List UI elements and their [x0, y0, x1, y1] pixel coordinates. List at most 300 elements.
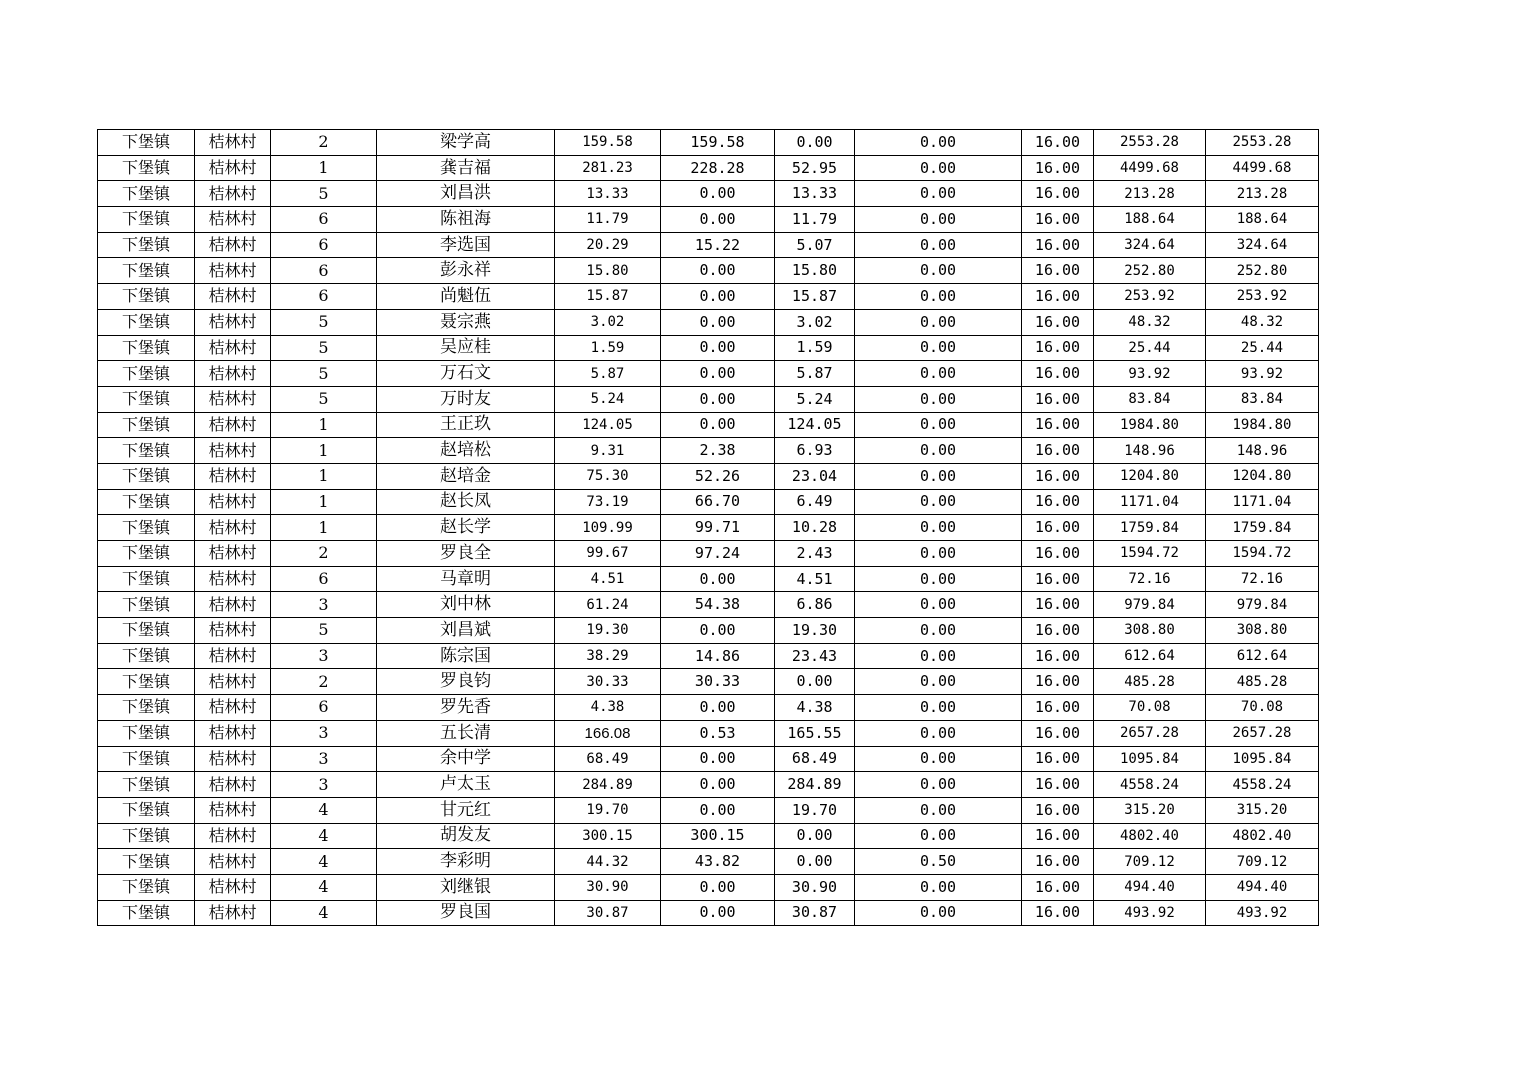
rate-cell: 16.00	[1022, 412, 1094, 438]
amount-total-cell: 83.84	[1206, 386, 1319, 412]
area-b-cell: 3.02	[775, 309, 855, 335]
table-row	[98, 489, 1319, 515]
table-row	[98, 130, 1319, 156]
name-cell: 李彩明	[377, 849, 555, 875]
area-b-cell: 30.90	[775, 874, 855, 900]
amount-total-cell: 72.16	[1206, 566, 1319, 592]
area-c-cell: 0.00	[855, 874, 1022, 900]
group-cell: 6	[271, 232, 377, 258]
area-b-cell: 0.00	[775, 823, 855, 849]
town-cell: 下堡镇	[98, 541, 195, 567]
area-a-cell: 159.58	[661, 130, 775, 156]
rate-cell: 16.00	[1022, 155, 1094, 181]
name-cell: 吴应桂	[377, 335, 555, 361]
area-a-cell: 300.15	[661, 823, 775, 849]
group-cell: 4	[271, 900, 377, 926]
group-cell: 6	[271, 284, 377, 310]
town-cell: 下堡镇	[98, 772, 195, 798]
amount-cell: 4499.68	[1094, 155, 1206, 181]
town-cell: 下堡镇	[98, 849, 195, 875]
area-a-cell: 0.00	[661, 284, 775, 310]
group-cell: 1	[271, 438, 377, 464]
area-c-cell: 0.00	[855, 155, 1022, 181]
amount-cell: 1759.84	[1094, 515, 1206, 541]
area-a-cell: 0.00	[661, 207, 775, 233]
amount-total-cell: 70.08	[1206, 695, 1319, 721]
total-area-cell: 5.87	[555, 361, 661, 387]
amount-total-cell: 148.96	[1206, 438, 1319, 464]
area-b-cell: 5.87	[775, 361, 855, 387]
area-b-cell: 0.00	[775, 669, 855, 695]
amount-cell: 709.12	[1094, 849, 1206, 875]
table-row	[98, 463, 1319, 489]
amount-cell: 253.92	[1094, 284, 1206, 310]
total-area-cell: 73.19	[555, 489, 661, 515]
group-cell: 4	[271, 849, 377, 875]
table-body	[98, 130, 1319, 926]
group-cell: 5	[271, 386, 377, 412]
area-a-cell: 0.00	[661, 874, 775, 900]
total-area-cell: 30.90	[555, 874, 661, 900]
town-cell: 下堡镇	[98, 669, 195, 695]
area-c-cell: 0.00	[855, 181, 1022, 207]
town-cell: 下堡镇	[98, 746, 195, 772]
area-c-cell: 0.50	[855, 849, 1022, 875]
amount-total-cell: 1171.04	[1206, 489, 1319, 515]
village-cell: 桔林村	[195, 207, 271, 233]
amount-cell: 48.32	[1094, 309, 1206, 335]
town-cell: 下堡镇	[98, 438, 195, 464]
area-c-cell: 0.00	[855, 207, 1022, 233]
name-cell: 五长清	[377, 720, 555, 746]
group-cell: 5	[271, 361, 377, 387]
area-a-cell: 0.00	[661, 412, 775, 438]
group-cell: 5	[271, 309, 377, 335]
amount-total-cell: 709.12	[1206, 849, 1319, 875]
amount-total-cell: 315.20	[1206, 797, 1319, 823]
total-area-cell: 61.24	[555, 592, 661, 618]
total-area-cell: 68.49	[555, 746, 661, 772]
amount-cell: 93.92	[1094, 361, 1206, 387]
village-cell: 桔林村	[195, 874, 271, 900]
amount-total-cell: 324.64	[1206, 232, 1319, 258]
total-area-cell: 20.29	[555, 232, 661, 258]
area-a-cell: 66.70	[661, 489, 775, 515]
amount-total-cell: 308.80	[1206, 618, 1319, 644]
name-cell: 万石文	[377, 361, 555, 387]
name-cell: 刘中林	[377, 592, 555, 618]
area-b-cell: 15.80	[775, 258, 855, 284]
total-area-cell: 99.67	[555, 541, 661, 567]
name-cell: 刘昌洪	[377, 181, 555, 207]
amount-total-cell: 1204.80	[1206, 463, 1319, 489]
town-cell: 下堡镇	[98, 284, 195, 310]
amount-cell: 485.28	[1094, 669, 1206, 695]
group-cell: 6	[271, 566, 377, 592]
amount-total-cell: 1984.80	[1206, 412, 1319, 438]
name-cell: 王正玖	[377, 412, 555, 438]
group-cell: 3	[271, 592, 377, 618]
area-c-cell: 0.00	[855, 618, 1022, 644]
area-c-cell: 0.00	[855, 438, 1022, 464]
village-cell: 桔林村	[195, 489, 271, 515]
area-c-cell: 0.00	[855, 746, 1022, 772]
rate-cell: 16.00	[1022, 823, 1094, 849]
area-a-cell: 0.00	[661, 695, 775, 721]
area-a-cell: 97.24	[661, 541, 775, 567]
area-a-cell: 0.00	[661, 772, 775, 798]
town-cell: 下堡镇	[98, 258, 195, 284]
amount-total-cell: 494.40	[1206, 874, 1319, 900]
amount-cell: 252.80	[1094, 258, 1206, 284]
rate-cell: 16.00	[1022, 284, 1094, 310]
rate-cell: 16.00	[1022, 335, 1094, 361]
village-cell: 桔林村	[195, 772, 271, 798]
amount-cell: 4802.40	[1094, 823, 1206, 849]
area-c-cell: 0.00	[855, 720, 1022, 746]
area-c-cell: 0.00	[855, 130, 1022, 156]
area-a-cell: 0.00	[661, 386, 775, 412]
area-a-cell: 0.00	[661, 618, 775, 644]
town-cell: 下堡镇	[98, 412, 195, 438]
name-cell: 罗先香	[377, 695, 555, 721]
table-row	[98, 232, 1319, 258]
name-cell: 罗良国	[377, 900, 555, 926]
amount-total-cell: 213.28	[1206, 181, 1319, 207]
total-area-cell: 15.87	[555, 284, 661, 310]
town-cell: 下堡镇	[98, 695, 195, 721]
amount-total-cell: 612.64	[1206, 643, 1319, 669]
amount-total-cell: 4558.24	[1206, 772, 1319, 798]
rate-cell: 16.00	[1022, 643, 1094, 669]
village-cell: 桔林村	[195, 566, 271, 592]
area-c-cell: 0.00	[855, 489, 1022, 515]
area-c-cell: 0.00	[855, 695, 1022, 721]
area-b-cell: 52.95	[775, 155, 855, 181]
town-cell: 下堡镇	[98, 489, 195, 515]
amount-total-cell: 25.44	[1206, 335, 1319, 361]
table-row	[98, 849, 1319, 875]
amount-cell: 25.44	[1094, 335, 1206, 361]
village-cell: 桔林村	[195, 849, 271, 875]
area-b-cell: 2.43	[775, 541, 855, 567]
amount-cell: 70.08	[1094, 695, 1206, 721]
area-a-cell: 15.22	[661, 232, 775, 258]
table-row	[98, 258, 1319, 284]
area-a-cell: 0.00	[661, 361, 775, 387]
table-row	[98, 772, 1319, 798]
amount-total-cell: 93.92	[1206, 361, 1319, 387]
rate-cell: 16.00	[1022, 566, 1094, 592]
total-area-cell: 300.15	[555, 823, 661, 849]
amount-total-cell: 2553.28	[1206, 130, 1319, 156]
town-cell: 下堡镇	[98, 900, 195, 926]
town-cell: 下堡镇	[98, 335, 195, 361]
town-cell: 下堡镇	[98, 618, 195, 644]
table-row	[98, 695, 1319, 721]
amount-cell: 315.20	[1094, 797, 1206, 823]
village-cell: 桔林村	[195, 130, 271, 156]
table-row	[98, 566, 1319, 592]
name-cell: 马章明	[377, 566, 555, 592]
rate-cell: 16.00	[1022, 618, 1094, 644]
area-b-cell: 6.93	[775, 438, 855, 464]
amount-cell: 2553.28	[1094, 130, 1206, 156]
area-c-cell: 0.00	[855, 386, 1022, 412]
amount-cell: 4558.24	[1094, 772, 1206, 798]
group-cell: 4	[271, 874, 377, 900]
table-row	[98, 155, 1319, 181]
rate-cell: 16.00	[1022, 592, 1094, 618]
area-c-cell: 0.00	[855, 412, 1022, 438]
name-cell: 聂宗燕	[377, 309, 555, 335]
area-a-cell: 43.82	[661, 849, 775, 875]
amount-cell: 612.64	[1094, 643, 1206, 669]
total-area-cell: 284.89	[555, 772, 661, 798]
amount-cell: 324.64	[1094, 232, 1206, 258]
table-row	[98, 438, 1319, 464]
town-cell: 下堡镇	[98, 515, 195, 541]
total-area-cell: 19.30	[555, 618, 661, 644]
village-cell: 桔林村	[195, 695, 271, 721]
village-cell: 桔林村	[195, 618, 271, 644]
group-cell: 2	[271, 130, 377, 156]
group-cell: 2	[271, 541, 377, 567]
area-b-cell: 15.87	[775, 284, 855, 310]
town-cell: 下堡镇	[98, 309, 195, 335]
area-b-cell: 5.24	[775, 386, 855, 412]
rate-cell: 16.00	[1022, 386, 1094, 412]
town-cell: 下堡镇	[98, 232, 195, 258]
name-cell: 刘昌斌	[377, 618, 555, 644]
table-row	[98, 335, 1319, 361]
name-cell: 梁学高	[377, 130, 555, 156]
area-b-cell: 30.87	[775, 900, 855, 926]
village-cell: 桔林村	[195, 463, 271, 489]
area-a-cell: 0.00	[661, 181, 775, 207]
total-area-cell: 3.02	[555, 309, 661, 335]
area-b-cell: 4.38	[775, 695, 855, 721]
amount-total-cell: 48.32	[1206, 309, 1319, 335]
name-cell: 赵培金	[377, 463, 555, 489]
amount-total-cell: 188.64	[1206, 207, 1319, 233]
total-area-cell: 11.79	[555, 207, 661, 233]
name-cell: 龚吉福	[377, 155, 555, 181]
group-cell: 3	[271, 746, 377, 772]
rate-cell: 16.00	[1022, 181, 1094, 207]
total-area-cell: 13.33	[555, 181, 661, 207]
area-b-cell: 0.00	[775, 849, 855, 875]
village-cell: 桔林村	[195, 258, 271, 284]
town-cell: 下堡镇	[98, 207, 195, 233]
area-c-cell: 0.00	[855, 463, 1022, 489]
amount-cell: 148.96	[1094, 438, 1206, 464]
table-row	[98, 900, 1319, 926]
village-cell: 桔林村	[195, 900, 271, 926]
town-cell: 下堡镇	[98, 720, 195, 746]
amount-total-cell: 485.28	[1206, 669, 1319, 695]
area-c-cell: 0.00	[855, 772, 1022, 798]
name-cell: 胡发友	[377, 823, 555, 849]
rate-cell: 16.00	[1022, 541, 1094, 567]
rate-cell: 16.00	[1022, 772, 1094, 798]
amount-cell: 213.28	[1094, 181, 1206, 207]
group-cell: 1	[271, 463, 377, 489]
total-area-cell: 109.99	[555, 515, 661, 541]
name-cell: 罗良全	[377, 541, 555, 567]
village-cell: 桔林村	[195, 412, 271, 438]
town-cell: 下堡镇	[98, 361, 195, 387]
group-cell: 4	[271, 797, 377, 823]
table-row	[98, 361, 1319, 387]
amount-cell: 1095.84	[1094, 746, 1206, 772]
name-cell: 赵培松	[377, 438, 555, 464]
rate-cell: 16.00	[1022, 258, 1094, 284]
area-a-cell: 52.26	[661, 463, 775, 489]
area-c-cell: 0.00	[855, 566, 1022, 592]
area-b-cell: 6.49	[775, 489, 855, 515]
rate-cell: 16.00	[1022, 361, 1094, 387]
table-row	[98, 284, 1319, 310]
amount-total-cell: 1594.72	[1206, 541, 1319, 567]
amount-cell: 493.92	[1094, 900, 1206, 926]
rate-cell: 16.00	[1022, 232, 1094, 258]
area-c-cell: 0.00	[855, 592, 1022, 618]
village-cell: 桔林村	[195, 592, 271, 618]
area-c-cell: 0.00	[855, 515, 1022, 541]
area-b-cell: 6.86	[775, 592, 855, 618]
amount-total-cell: 253.92	[1206, 284, 1319, 310]
village-cell: 桔林村	[195, 515, 271, 541]
name-cell: 李选国	[377, 232, 555, 258]
town-cell: 下堡镇	[98, 797, 195, 823]
amount-total-cell: 252.80	[1206, 258, 1319, 284]
group-cell: 1	[271, 155, 377, 181]
area-c-cell: 0.00	[855, 900, 1022, 926]
table-row	[98, 618, 1319, 644]
group-cell: 3	[271, 720, 377, 746]
total-area-cell: 30.33	[555, 669, 661, 695]
area-a-cell: 0.00	[661, 900, 775, 926]
name-cell: 陈宗国	[377, 643, 555, 669]
town-cell: 下堡镇	[98, 823, 195, 849]
total-area-cell: 19.70	[555, 797, 661, 823]
area-b-cell: 5.07	[775, 232, 855, 258]
name-cell: 余中学	[377, 746, 555, 772]
name-cell: 刘继银	[377, 874, 555, 900]
name-cell: 罗良钧	[377, 669, 555, 695]
amount-total-cell: 4802.40	[1206, 823, 1319, 849]
village-cell: 桔林村	[195, 155, 271, 181]
area-b-cell: 68.49	[775, 746, 855, 772]
area-b-cell: 11.79	[775, 207, 855, 233]
table-row	[98, 720, 1319, 746]
rate-cell: 16.00	[1022, 489, 1094, 515]
rate-cell: 16.00	[1022, 746, 1094, 772]
group-cell: 6	[271, 258, 377, 284]
total-area-cell: 38.29	[555, 643, 661, 669]
area-c-cell: 0.00	[855, 823, 1022, 849]
amount-total-cell: 979.84	[1206, 592, 1319, 618]
rate-cell: 16.00	[1022, 207, 1094, 233]
table-row	[98, 746, 1319, 772]
name-cell: 赵长学	[377, 515, 555, 541]
total-area-cell: 75.30	[555, 463, 661, 489]
total-area-cell: 30.87	[555, 900, 661, 926]
table-row	[98, 386, 1319, 412]
group-cell: 3	[271, 772, 377, 798]
village-cell: 桔林村	[195, 309, 271, 335]
amount-cell: 72.16	[1094, 566, 1206, 592]
name-cell: 彭永祥	[377, 258, 555, 284]
area-a-cell: 2.38	[661, 438, 775, 464]
amount-cell: 494.40	[1094, 874, 1206, 900]
area-c-cell: 0.00	[855, 258, 1022, 284]
area-c-cell: 0.00	[855, 284, 1022, 310]
area-b-cell: 23.43	[775, 643, 855, 669]
village-cell: 桔林村	[195, 669, 271, 695]
table-row	[98, 874, 1319, 900]
rate-cell: 16.00	[1022, 874, 1094, 900]
group-cell: 2	[271, 669, 377, 695]
group-cell: 4	[271, 823, 377, 849]
village-cell: 桔林村	[195, 232, 271, 258]
group-cell: 5	[271, 618, 377, 644]
name-cell: 甘元红	[377, 797, 555, 823]
group-cell: 1	[271, 412, 377, 438]
table-row	[98, 412, 1319, 438]
area-a-cell: 228.28	[661, 155, 775, 181]
table-row	[98, 643, 1319, 669]
area-b-cell: 124.05	[775, 412, 855, 438]
name-cell: 陈祖海	[377, 207, 555, 233]
rate-cell: 16.00	[1022, 720, 1094, 746]
area-b-cell: 19.30	[775, 618, 855, 644]
area-a-cell: 14.86	[661, 643, 775, 669]
town-cell: 下堡镇	[98, 386, 195, 412]
village-cell: 桔林村	[195, 746, 271, 772]
area-c-cell: 0.00	[855, 361, 1022, 387]
area-a-cell: 0.00	[661, 797, 775, 823]
total-area-cell: 4.38	[555, 695, 661, 721]
town-cell: 下堡镇	[98, 874, 195, 900]
table-row	[98, 669, 1319, 695]
total-area-cell: 9.31	[555, 438, 661, 464]
total-area-cell: 1.59	[555, 335, 661, 361]
name-cell: 赵长凤	[377, 489, 555, 515]
area-b-cell: 284.89	[775, 772, 855, 798]
town-cell: 下堡镇	[98, 566, 195, 592]
village-cell: 桔林村	[195, 541, 271, 567]
rate-cell: 16.00	[1022, 463, 1094, 489]
town-cell: 下堡镇	[98, 155, 195, 181]
table-row	[98, 309, 1319, 335]
name-cell: 卢太玉	[377, 772, 555, 798]
area-a-cell: 0.00	[661, 746, 775, 772]
table-row	[98, 207, 1319, 233]
rate-cell: 16.00	[1022, 438, 1094, 464]
village-cell: 桔林村	[195, 823, 271, 849]
table-row	[98, 541, 1319, 567]
village-cell: 桔林村	[195, 361, 271, 387]
village-cell: 桔林村	[195, 335, 271, 361]
area-a-cell: 54.38	[661, 592, 775, 618]
name-cell: 万时友	[377, 386, 555, 412]
amount-cell: 1204.80	[1094, 463, 1206, 489]
amount-cell: 1594.72	[1094, 541, 1206, 567]
total-area-cell: 44.32	[555, 849, 661, 875]
amount-total-cell: 1095.84	[1206, 746, 1319, 772]
